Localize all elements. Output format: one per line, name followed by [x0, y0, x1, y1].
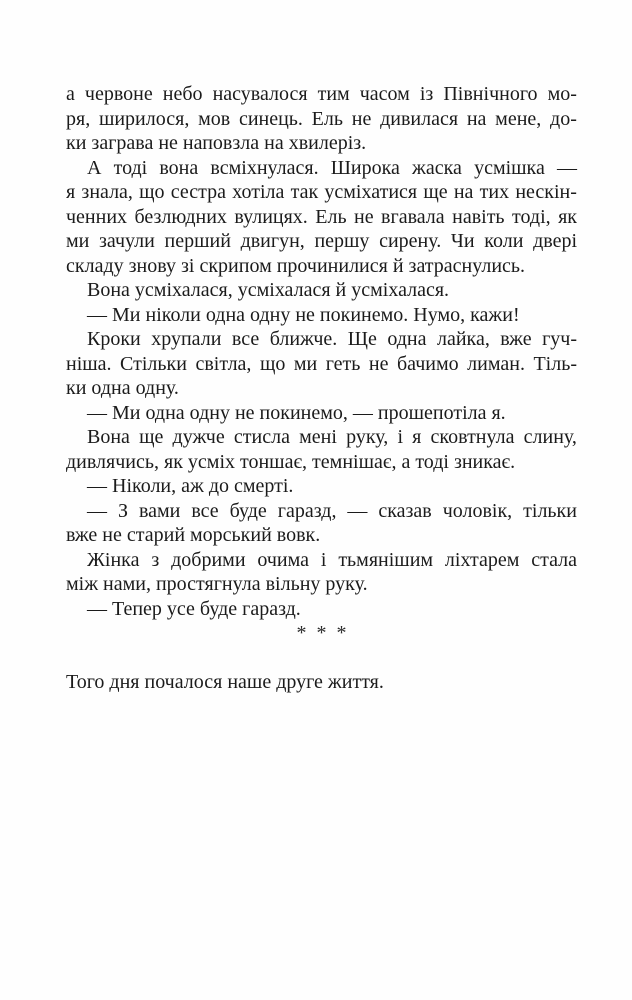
- word: нескін-: [515, 181, 577, 203]
- word: до-: [550, 107, 577, 130]
- word: і: [397, 426, 403, 448]
- word: коли: [484, 230, 524, 252]
- text-line: ки заграва не наповзла на хвилеріз.: [66, 132, 367, 154]
- word: вона: [159, 156, 199, 179]
- word: вгавала: [381, 205, 445, 228]
- word: сковтнула: [430, 426, 515, 448]
- text-line: [66, 82, 577, 107]
- word: Ще: [347, 328, 377, 350]
- word: слину,: [523, 426, 577, 448]
- word: все: [191, 499, 219, 522]
- word: Широка: [330, 156, 400, 179]
- text-line: дивлячись, як усміх тоншає, темнішає, а тоді зникає.: [66, 450, 516, 473]
- word: з: [151, 548, 160, 571]
- word: мов: [198, 107, 231, 130]
- word: Вона: [87, 426, 130, 448]
- word: сказав: [378, 499, 432, 522]
- word: добрими: [171, 548, 246, 571]
- word: одна: [387, 328, 427, 350]
- word: тоді,: [512, 205, 551, 228]
- word: сирену.: [379, 230, 442, 252]
- word: я: [412, 426, 422, 448]
- text-line: [66, 548, 577, 573]
- text-line: [66, 646, 577, 671]
- word: я: [66, 181, 76, 203]
- word: стисла: [233, 426, 290, 448]
- word: Стільки: [120, 352, 187, 375]
- word: не: [354, 205, 374, 228]
- text-line: [66, 180, 577, 205]
- word: вже: [500, 328, 532, 350]
- word: не: [368, 352, 389, 375]
- text-line: вже не старий морський вовк.: [66, 524, 321, 546]
- word: бачимо: [396, 352, 459, 375]
- word: ширилося,: [98, 107, 190, 130]
- word: очима: [257, 548, 310, 571]
- word: чоловік,: [442, 499, 513, 522]
- word: ми: [293, 352, 318, 375]
- word: ближче.: [269, 328, 338, 350]
- word: на: [453, 181, 474, 203]
- word: мене,: [495, 107, 542, 130]
- word: ще: [423, 181, 448, 203]
- word: ря,: [66, 107, 91, 130]
- word: буде: [229, 499, 267, 522]
- word: синець.: [238, 107, 303, 130]
- word: ще: [139, 426, 164, 448]
- word: хотіла: [232, 181, 285, 203]
- word: що: [139, 181, 165, 203]
- text-line: [66, 107, 577, 132]
- word: гаразд,: [277, 499, 337, 522]
- text-line: [66, 205, 577, 230]
- word: Жінка: [87, 548, 140, 571]
- text-line: — Ми ніколи одна одну не покинемо. Нумо, кажи!: [87, 303, 520, 326]
- word: перший: [164, 230, 231, 252]
- word: Північного: [443, 83, 538, 105]
- word: гуч-: [542, 328, 577, 350]
- word: ми: [66, 230, 90, 252]
- word: так: [290, 181, 319, 203]
- word: ченних: [66, 205, 128, 228]
- text-line: [66, 499, 577, 524]
- word: безлюдних: [134, 205, 227, 228]
- word: тих: [479, 181, 510, 203]
- word: Тіль-: [533, 352, 577, 375]
- text-line: [66, 229, 577, 254]
- text-line: — Тепер усе буде гаразд.: [87, 597, 301, 620]
- word: першу: [314, 230, 370, 252]
- word: хрупали: [151, 328, 222, 350]
- word: тільки: [523, 499, 577, 522]
- word: —: [87, 499, 107, 522]
- word: двигун,: [240, 230, 305, 252]
- word: часом: [359, 83, 410, 105]
- word: Ель: [315, 205, 347, 228]
- word: сестра: [170, 181, 227, 203]
- word: червоне: [84, 83, 153, 105]
- word: небо: [162, 83, 203, 105]
- word: вулицях.: [234, 205, 308, 228]
- page-text-block: [66, 82, 577, 695]
- word: усмішка: [474, 156, 545, 179]
- word: мо-: [547, 83, 577, 105]
- text-line: Того дня почалося наше друге життя.: [66, 671, 384, 693]
- word: З: [117, 499, 128, 522]
- word: із: [419, 83, 434, 105]
- word: Чи: [450, 230, 475, 252]
- word: руку,: [346, 426, 389, 448]
- text-line: ки одна одну.: [66, 377, 179, 399]
- word: —: [347, 499, 368, 522]
- word: лайка,: [436, 328, 490, 350]
- word: двері: [533, 230, 577, 252]
- word: Ель: [311, 107, 343, 130]
- text-line: [66, 352, 577, 377]
- word: знала,: [81, 181, 133, 203]
- word: не: [351, 107, 372, 130]
- word: тим: [317, 83, 350, 105]
- word: насувалося: [212, 83, 308, 105]
- word: як: [558, 205, 577, 228]
- text-line: Вона усміхалася, усміхалася й усміхалася.: [87, 279, 450, 301]
- word: А: [87, 156, 102, 179]
- word: тьмянішим: [338, 548, 434, 571]
- word: зачули: [99, 230, 155, 252]
- scene-break-separator: * * *: [296, 622, 347, 644]
- word: і: [320, 548, 327, 571]
- word: вами: [138, 499, 181, 522]
- text-line: [66, 327, 577, 352]
- word: стала: [531, 548, 577, 571]
- word: мені: [299, 426, 337, 448]
- word: ніша.: [66, 352, 112, 375]
- word: ліхтарем: [444, 548, 520, 571]
- word: дужче: [172, 426, 225, 448]
- text-line: — Ніколи, аж до смерті.: [87, 475, 294, 497]
- word: лиман.: [467, 352, 525, 375]
- word: Кроки: [87, 328, 141, 350]
- word: всміхнулася.: [210, 156, 319, 179]
- text-line: [66, 156, 577, 181]
- text-line: — Ми одна одну не покинемо, — прошепотіла я.: [87, 401, 506, 424]
- word: —: [556, 156, 577, 179]
- word: жаска: [412, 156, 462, 179]
- word: світла,: [195, 352, 252, 375]
- text-line: складу знову зі скрипом прочинилися й затраснулись.: [66, 254, 526, 277]
- word: геть: [325, 352, 361, 375]
- word: на: [466, 107, 487, 130]
- word: усміхатися: [324, 181, 418, 203]
- word: все: [231, 328, 260, 350]
- text-line: між нами, простягнула вільну руку.: [66, 573, 368, 595]
- word: а: [66, 83, 75, 105]
- word: навіть: [452, 205, 505, 228]
- word: що: [259, 352, 286, 375]
- word: дивилася: [380, 107, 459, 130]
- word: тоді: [113, 156, 148, 179]
- text-line: [66, 425, 577, 450]
